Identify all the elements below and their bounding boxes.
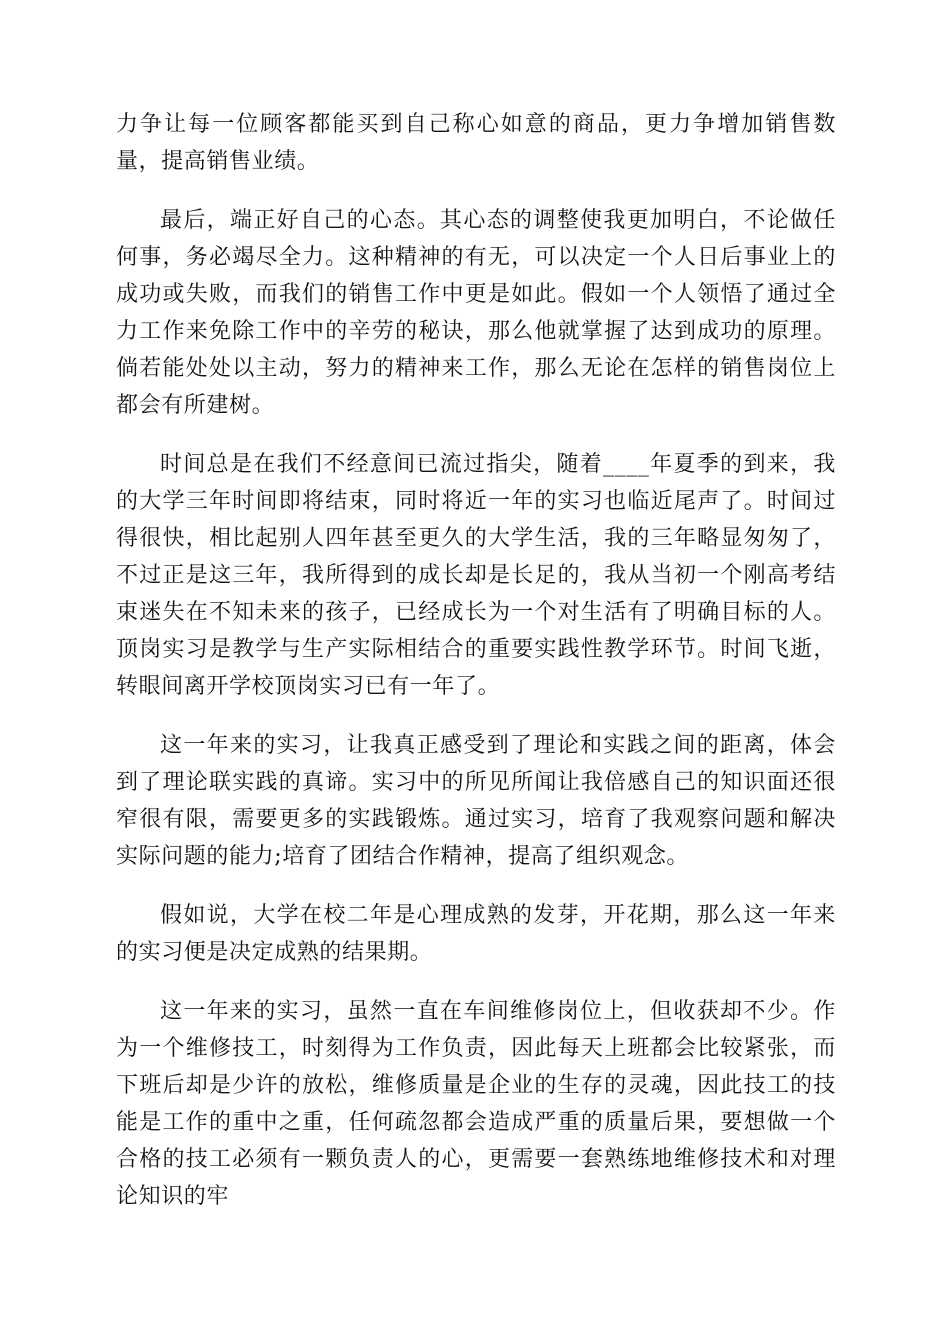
paragraph-3: 时间总是在我们不经意间已流过指尖，随着____年夏季的到来，我的大学三年时间即将结束，同时将近一年的实习也临近尾声了。时间过得很快，相比起别人四年甚至更久的大学生活，我的三年略显匆匆了，不过正是这三年，我所得到的成长却是长足的，我从当初一个刚高考结束迷失在不知未来的孩子，已经成长为一个对生活有了明确目标的人。顶岗实习是教学与生产实际相结合的重要实践性教学环节。时间飞逝，转眼间离开学校顶岗实习已有一年了。 bbox=[116, 452, 836, 699]
paragraph-1: 力争让每一位顾客都能买到自己称心如意的商品，更力争增加销售数量，提高销售业绩。 bbox=[116, 112, 836, 174]
paragraph-5: 假如说，大学在校二年是心理成熟的发芽，开花期，那么这一年来的实习便是决定成熟的结果期。 bbox=[116, 903, 836, 965]
paragraph-2: 最后，端正好自己的心态。其心态的调整使我更加明白，不论做任何事，务必竭尽全力。这种精神的有无，可以决定一个人日后事业上的成功或失败，而我们的销售工作中更是如此。假如一个人领悟了通过全力工作来免除工作中的辛劳的秘诀，那么他就掌握了达到成功的原理。倘若能处处以主动，努力的精神来工作，那么无论在怎样的销售岗位上都会有所建树。 bbox=[116, 208, 836, 418]
document-body bbox=[116, 106, 836, 1215]
paragraph-4: 这一年来的实习，让我真正感受到了理论和实践之间的距离，体会到了理论联实践的真谛。实习中的所见所闻让我倍感自己的知识面还很窄很有限，需要更多的实践锻炼。通过实习，培育了我观察问题和解决实际问题的能力;培育了团结合作精神，提高了组织观念。 bbox=[116, 733, 836, 869]
paragraph-6: 这一年来的实习，虽然一直在车间维修岗位上，但收获却不少。作为一个维修技工，时刻得为工作负责，因此每天上班都会比较紧张，而下班后却是少许的放松，维修质量是企业的生存的灵魂，因此技工的技能是工作的重中之重，任何疏忽都会造成严重的质量后果，要想做一个合格的技工必须有一颗负责人的心，更需要一套熟练地维修技术和对理论知识的牢 bbox=[116, 999, 836, 1209]
